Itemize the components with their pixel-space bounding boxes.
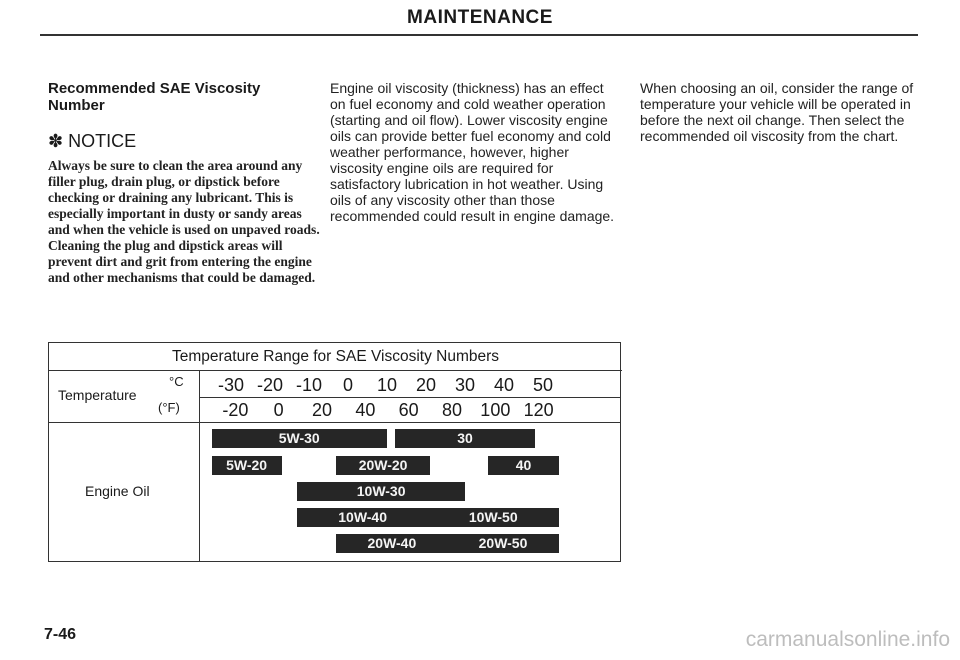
chart-divider-header — [49, 422, 621, 423]
header-rule — [40, 34, 918, 36]
fahrenheit-tick: 120 — [523, 400, 554, 420]
viscosity-paragraph: Engine oil viscosity (thickness) has an effect on fuel economy and cold weather operation (starting and oil flow). Lower viscosity engine oils can provide better fuel economy and cold weather performance, however, higher viscosity engine oils are required for satisfactory lubrication in hot weather. Using oils of any viscosity other than those recommended could result in engine damage. — [330, 80, 615, 224]
notice-title: ✽ NOTICE — [48, 131, 137, 151]
watermark: carmanualsonline.info — [745, 628, 950, 651]
oil-range-bar — [297, 508, 558, 527]
oil-grade-label: 10W-30 — [356, 483, 406, 499]
fahrenheit-tick: -20 — [222, 400, 249, 420]
fahrenheit-tick: 80 — [441, 400, 463, 420]
celsius-tick: -10 — [295, 375, 323, 395]
column-2 — [330, 80, 620, 224]
oil-grade-label: 40 — [515, 457, 532, 473]
column-1 — [48, 80, 320, 286]
fahrenheit-tick: 100 — [480, 400, 511, 420]
celsius-tick: 20 — [415, 375, 437, 395]
celsius-tick: -30 — [217, 375, 245, 395]
celsius-tick: 50 — [532, 375, 554, 395]
engine-oil-label: Engine Oil — [85, 483, 150, 499]
oil-grade-label: 10W-40 — [338, 509, 387, 525]
page-number: 7-46 — [44, 626, 77, 643]
celsius-unit: °C — [169, 374, 184, 389]
oil-grade-label: 30 — [457, 430, 473, 446]
column-3 — [640, 80, 930, 144]
fahrenheit-tick: 20 — [311, 400, 333, 420]
fahrenheit-tick: 60 — [398, 400, 419, 420]
chart-divider-unit-row — [199, 397, 621, 398]
page-header: MAINTENANCE — [407, 7, 553, 28]
oil-grade-label: 5W-20 — [226, 457, 268, 473]
celsius-tick: -20 — [256, 375, 284, 395]
fahrenheit-tick: 40 — [355, 400, 376, 420]
section-heading: Recommended SAE Viscosity Number — [48, 80, 261, 114]
celsius-tick: 0 — [342, 375, 354, 395]
oil-grade-label: 20W-40 — [367, 535, 417, 551]
celsius-tick: 40 — [493, 375, 515, 395]
temperature-label: Temperature — [58, 387, 137, 403]
fahrenheit-tick: 0 — [273, 400, 284, 420]
celsius-tick: 30 — [454, 375, 476, 395]
viscosity-chart — [48, 342, 621, 562]
notice-text: Always be sure to clean the area around any filler plug, drain plug, or dipstick before checking or draining any lubricant. This is especially important in dusty or sandy areas and when the vehicle is used on unpaved roads. Cleaning the plug and dipstick areas will prevent dirt and grit from entering the engine and other mechanisms that could be damaged. — [48, 158, 320, 285]
chart-title: Temperature Range for SAE Viscosity Numbers — [49, 343, 622, 371]
chart-divider-vertical — [199, 371, 200, 562]
fahrenheit-unit: (°F) — [158, 400, 180, 415]
oil-grade-label: 5W-30 — [278, 430, 320, 446]
oil-grade-label: 20W-20 — [358, 457, 408, 473]
oil-grade-label: 20W-50 — [478, 535, 528, 551]
choosing-oil-paragraph: When choosing an oil, consider the range of temperature your vehicle will be operated in before the next oil change. Then select the recommended oil viscosity from the chart. — [640, 80, 914, 144]
oil-grade-label: 10W-50 — [468, 509, 518, 525]
celsius-tick: 10 — [376, 375, 398, 395]
